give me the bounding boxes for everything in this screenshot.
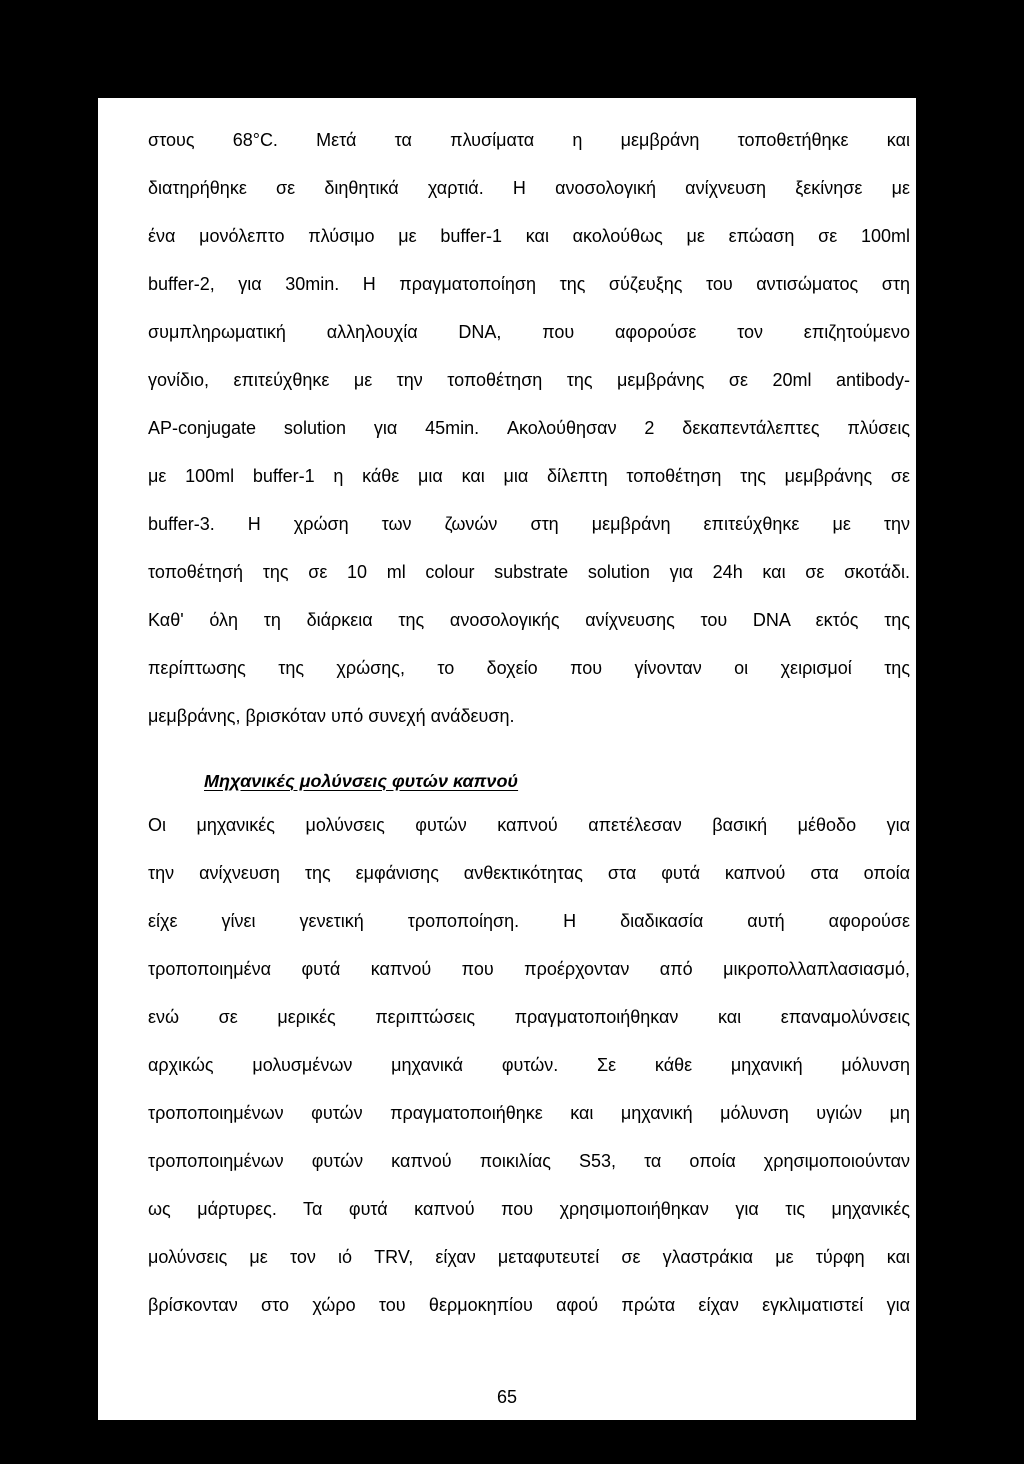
text-line: με 100ml buffer-1 η κάθε μια και μια δίλεπτη τοποθέτηση της μεμβράνης σε — [148, 466, 910, 486]
text-line: περίπτωσης της χρώσης, το δοχείο που γίνονταν οι χειρισμοί της — [148, 658, 910, 678]
text-line: Οι μηχανικές μολύνσεις φυτών καπνού απετέλεσαν βασική μέθοδο για — [148, 815, 910, 835]
text-line: είχε γίνει γενετική τροποποίηση. Η διαδικασία αυτή αφορούσε — [148, 911, 910, 931]
text-line: αρχικώς μολυσμένων μηχανικά φυτών. Σε κάθε μηχανική μόλυνση — [148, 1055, 910, 1075]
text-line: την ανίχνευση της εμφάνισης ανθεκτικότητας στα φυτά καπνού στα οποία — [148, 863, 910, 883]
paragraph-mechanical-infections — [148, 801, 910, 1329]
text-line: Καθ' όλη τη διάρκεια της ανοσολογικής ανίχνευσης του DNA εκτός της — [148, 610, 910, 630]
text-line: ένα μονόλεπτο πλύσιμο με buffer-1 και ακολούθως με επώαση σε 100ml — [148, 226, 910, 246]
text-line: τοποθέτησή της σε 10 ml colour substrate solution για 24h και σε σκοτάδι. — [148, 562, 910, 582]
text-line: βρίσκονταν στο χώρο του θερμοκηπίου αφού πρώτα είχαν εγκλιματιστεί για — [148, 1295, 910, 1315]
page-number: 65 — [496, 1387, 518, 1407]
text-line: μεμβράνης, βρισκόταν υπό συνεχή ανάδευση. — [148, 706, 515, 726]
text-line: ως μάρτυρες. Τα φυτά καπνού που χρησιμοποιήθηκαν για τις μηχανικές — [148, 1199, 910, 1219]
paragraph-immunodetection — [148, 116, 910, 740]
text-line: μολύνσεις με τον ιό TRV, είχαν μεταφυτευτεί σε γλαστράκια με τύρφη και — [148, 1247, 910, 1267]
text-line: τροποποιημένων φυτών πραγματοποιήθηκε και μηχανική μόλυνση υγιών μη — [148, 1103, 910, 1123]
text-line: buffer-2, για 30min. Η πραγματοποίηση της σύζευξης του αντισώματος στη — [148, 274, 910, 294]
text-line: στους 68°C. Μετά τα πλυσίματα η μεμβράνη τοποθετήθηκε και — [148, 130, 910, 150]
section-heading: Μηχανικές μολύνσεις φυτών καπνού — [204, 771, 519, 791]
text-line: ενώ σε μερικές περιπτώσεις πραγματοποιήθηκαν και επαναμολύνσεις — [148, 1007, 910, 1027]
text-line: τροποποιημένων φυτών καπνού ποικιλίας S53, τα οποία χρησιμοποιούνταν — [148, 1151, 910, 1171]
document-page — [98, 98, 916, 1420]
text-line: γονίδιο, επιτεύχθηκε με την τοποθέτηση της μεμβράνης σε 20ml antibody- — [148, 370, 910, 390]
text-line: τροποποιημένα φυτά καπνού που προέρχονταν από μικροπολλαπλασιασμό, — [148, 959, 910, 979]
text-line: συμπληρωματική αλληλουχία DNA, που αφορούσε τον επιζητούμενο — [148, 322, 910, 342]
text-line: AP-conjugate solution για 45min. Ακολούθησαν 2 δεκαπεντάλεπτες πλύσεις — [148, 418, 910, 438]
text-line: διατηρήθηκε σε διηθητικά χαρτιά. Η ανοσολογική ανίχνευση ξεκίνησε με — [148, 178, 910, 198]
text-line: buffer-3. Η χρώση των ζωνών στη μεμβράνη επιτεύχθηκε με την — [148, 514, 910, 534]
